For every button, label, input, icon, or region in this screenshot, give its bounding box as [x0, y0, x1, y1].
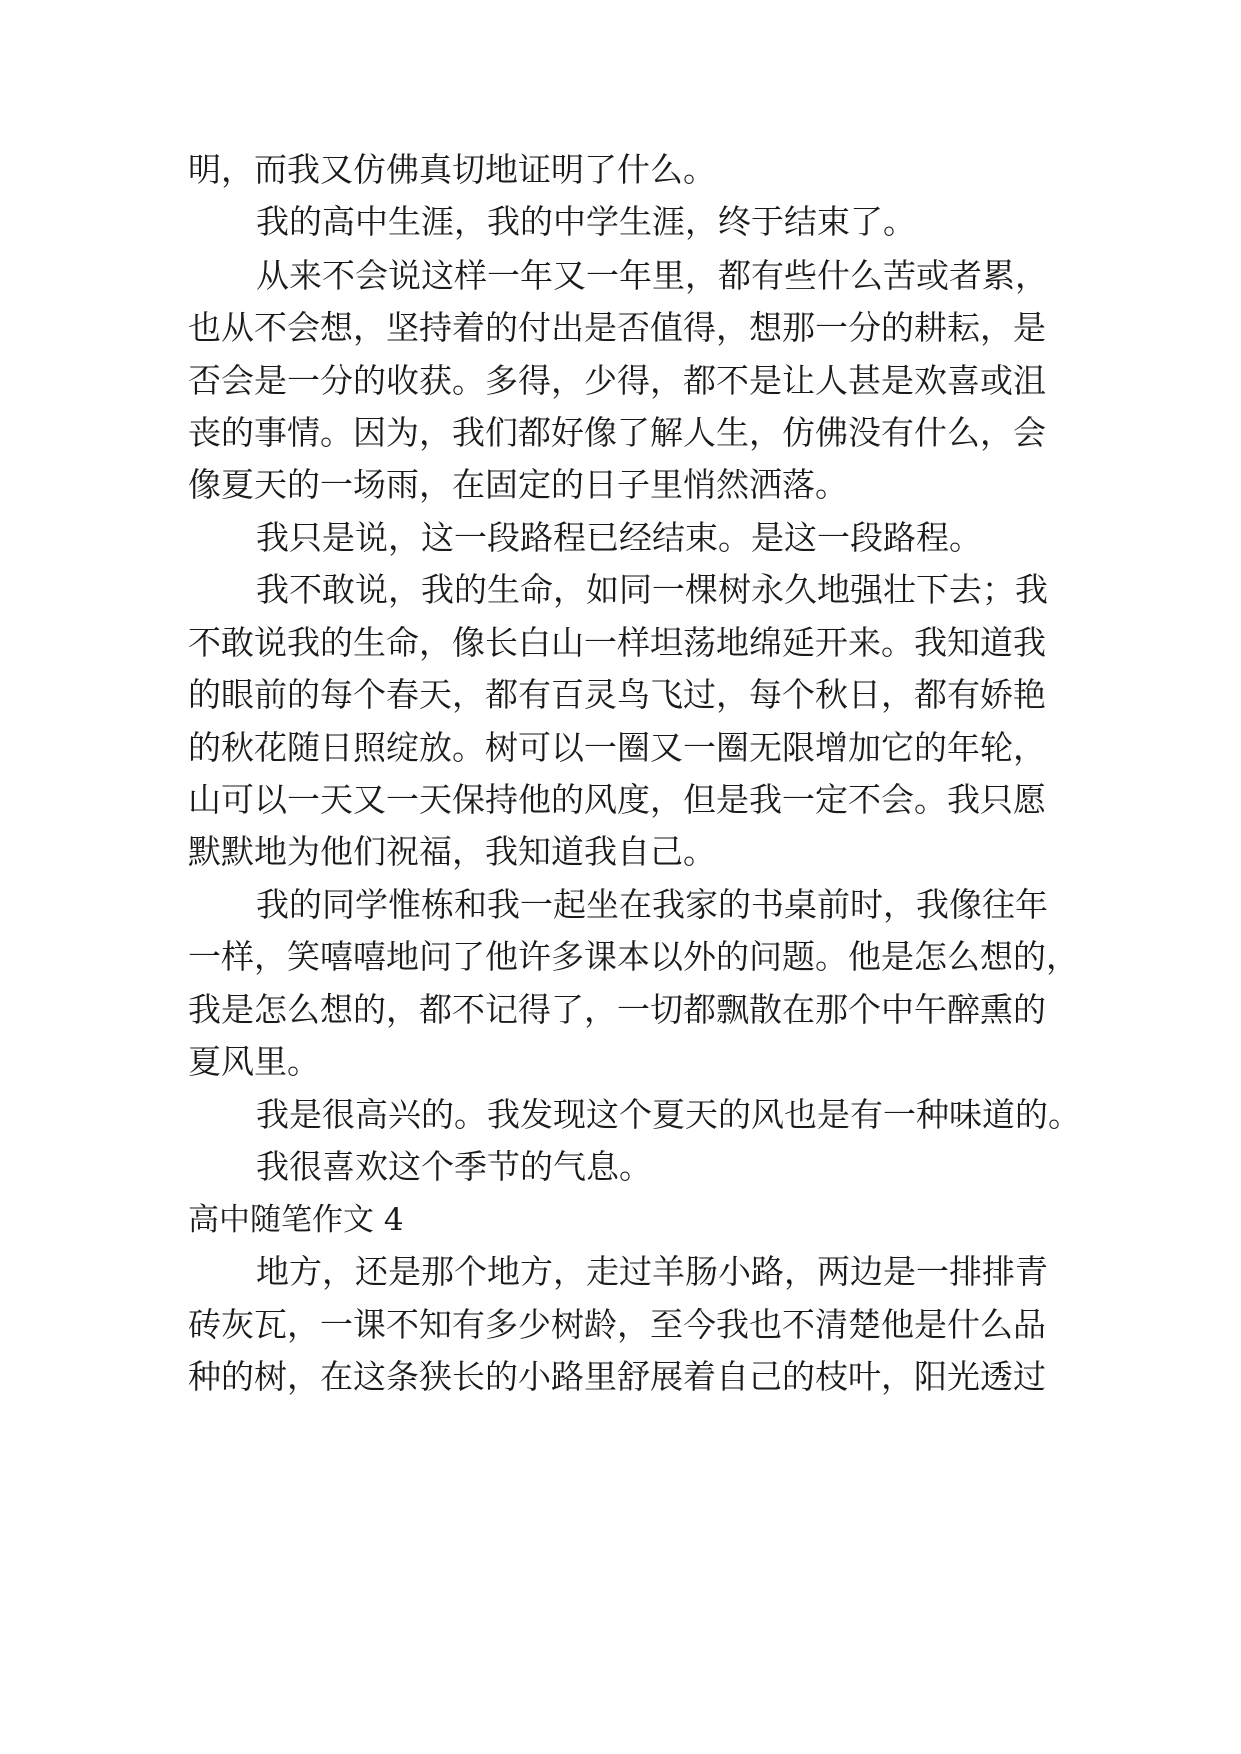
paragraph-start: 我很喜欢这个季节的气息。 — [256, 1147, 652, 1186]
text-line: 否会是一分的收获。多得，少得，都不是让人甚是欢喜或沮 — [188, 361, 1046, 400]
text-line: 的秋花随日照绽放。树可以一圈又一圈无限增加它的年轮， — [188, 728, 1046, 767]
text-line: 砖灰瓦，一课不知有多少树龄，至今我也不清楚他是什么品 — [188, 1305, 1046, 1344]
text-line: 一样，笑嘻嘻地问了他许多课本以外的问题。他是怎么想的， — [188, 937, 1079, 976]
paragraph-start: 我的同学惟栋和我一起坐在我家的书桌前时，我像往年 — [256, 885, 1048, 924]
text-line: 丧的事情。因为，我们都好像了解人生，仿佛没有什么，会 — [188, 413, 1046, 452]
text-line: 山可以一天又一天保持他的风度，但是我一定不会。我只愿 — [188, 780, 1046, 819]
paragraph-start: 我只是说，这一段路程已经结束。是这一段路程。 — [256, 518, 982, 557]
section-heading: 高中随笔作文 4 — [188, 1202, 404, 1238]
paragraph-start: 从来不会说这样一年又一年里，都有些什么苦或者累， — [256, 256, 1048, 295]
paragraph-start: 我的高中生涯，我的中学生涯，终于结束了。 — [256, 202, 916, 241]
text-line: 的眼前的每个春天，都有百灵鸟飞过，每个秋日，都有娇艳 — [188, 675, 1046, 714]
text-line: 我是怎么想的，都不记得了，一切都飘散在那个中午醉熏的 — [188, 990, 1046, 1029]
text-line: 不敢说我的生命，像长白山一样坦荡地绵延开来。我知道我 — [188, 623, 1046, 662]
paragraph-start: 地方，还是那个地方，走过羊肠小路，两边是一排排青 — [256, 1252, 1048, 1291]
text-line: 默默地为他们祝福，我知道我自己。 — [188, 832, 716, 871]
paragraph-start: 我不敢说，我的生命，如同一棵树永久地强壮下去；我 — [256, 570, 1048, 609]
text-line: 也从不会想，坚持着的付出是否值得，想那一分的耕耘，是 — [188, 308, 1046, 347]
paragraph-start: 我是很高兴的。我发现这个夏天的风也是有一种味道的。 — [256, 1095, 1081, 1134]
text-line: 种的树，在这条狭长的小路里舒展着自己的枝叶，阳光透过 — [188, 1357, 1046, 1396]
text-line: 像夏天的一场雨，在固定的日子里悄然洒落。 — [188, 465, 848, 504]
text-line: 夏风里。 — [188, 1042, 320, 1081]
text-line: 明，而我又仿佛真切地证明了什么。 — [188, 150, 716, 189]
